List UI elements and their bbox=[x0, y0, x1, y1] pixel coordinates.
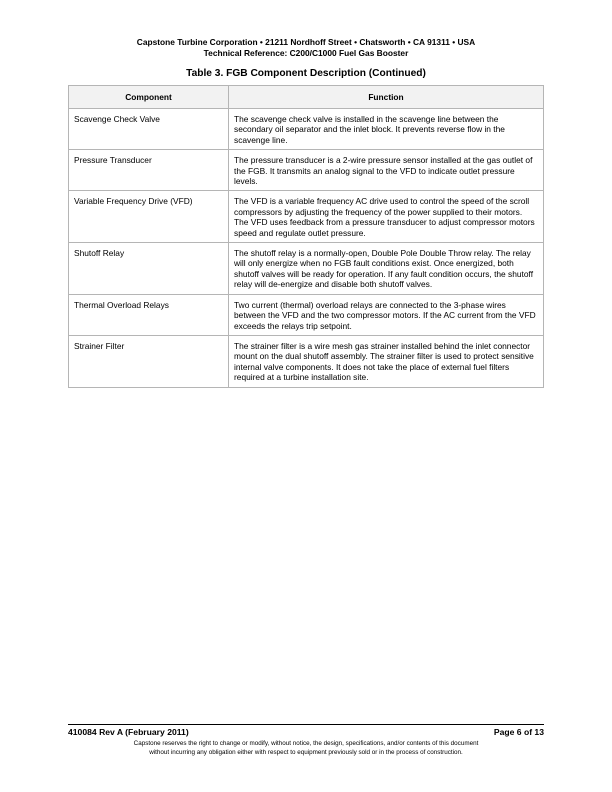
column-header-function: Function bbox=[229, 86, 544, 109]
function-cell: The strainer filter is a wire mesh gas strainer installed behind the inlet connector mount on the dual shutoff assembly. The strainer filter is used to protect sensitive internal valve components. It does not take the place of external fuel filters required at a turbine installation site. bbox=[229, 335, 544, 387]
table-row bbox=[69, 191, 544, 243]
component-cell: Variable Frequency Drive (VFD) bbox=[69, 191, 229, 243]
function-cell: The VFD is a variable frequency AC drive used to control the speed of the scroll compressors by adjusting the frequency of the power supplied to their motors. The VFD uses feedback from a pressure transducer to adjust compressor motors speed and regulate outlet pressure. bbox=[229, 191, 544, 243]
footer-divider bbox=[68, 724, 544, 725]
header-address: Capstone Turbine Corporation • 21211 Nordhoff Street • Chatsworth • CA 91311 • USA bbox=[136, 37, 476, 47]
component-cell: Strainer Filter bbox=[69, 335, 229, 387]
header-technical-reference: Technical Reference: C200/C1000 Fuel Gas Booster bbox=[203, 48, 409, 58]
component-cell: Pressure Transducer bbox=[69, 150, 229, 191]
function-cell: Two current (thermal) overload relays are connected to the 3-phase wires between the VFD and the two compressor motors. If the AC current from the VFD exceeds the relays trip setpoint. bbox=[229, 294, 544, 335]
disclaimer-line: Capstone reserves the right to change or modify, without notice, the design, specifications, and/or contents of this document bbox=[133, 740, 479, 747]
footer-disclaimer bbox=[0, 740, 612, 757]
table-row bbox=[69, 294, 544, 335]
table-header-row bbox=[69, 86, 544, 109]
function-cell: The pressure transducer is a 2-wire pressure sensor installed at the gas outlet of the FGB. It transmits an analog signal to the VFD to indicate outlet pressure levels. bbox=[229, 150, 544, 191]
table-title: Table 3. FGB Component Description (Continued) bbox=[186, 68, 426, 79]
function-cell: The scavenge check valve is installed in the scavenge line between the secondary oil separator and the inlet block. It prevents reverse flow in the scavenge line. bbox=[229, 109, 544, 150]
table-row bbox=[69, 109, 544, 150]
table-row bbox=[69, 150, 544, 191]
page-number: Page 6 of 13 bbox=[493, 727, 544, 737]
component-cell: Scavenge Check Valve bbox=[69, 109, 229, 150]
document-id: 410084 Rev A (February 2011) bbox=[68, 727, 189, 737]
column-header-component: Component bbox=[69, 86, 229, 109]
table-row bbox=[69, 335, 544, 387]
component-table bbox=[68, 85, 544, 388]
table-row bbox=[69, 243, 544, 295]
function-cell: The shutoff relay is a normally-open, Double Pole Double Throw relay. The relay will only energize when no FGB fault conditions exist. Once energized, both shutoff valves will be ready for operation. If any fault condition occurs, the shutoff relay will de-energize and disable both shutoff valves. bbox=[229, 243, 544, 295]
component-cell: Thermal Overload Relays bbox=[69, 294, 229, 335]
page-header bbox=[0, 37, 612, 59]
disclaimer-line: without incurring any obligation either with respect to equipment previously sold or in the process of construction. bbox=[149, 748, 463, 756]
component-cell: Shutoff Relay bbox=[69, 243, 229, 295]
